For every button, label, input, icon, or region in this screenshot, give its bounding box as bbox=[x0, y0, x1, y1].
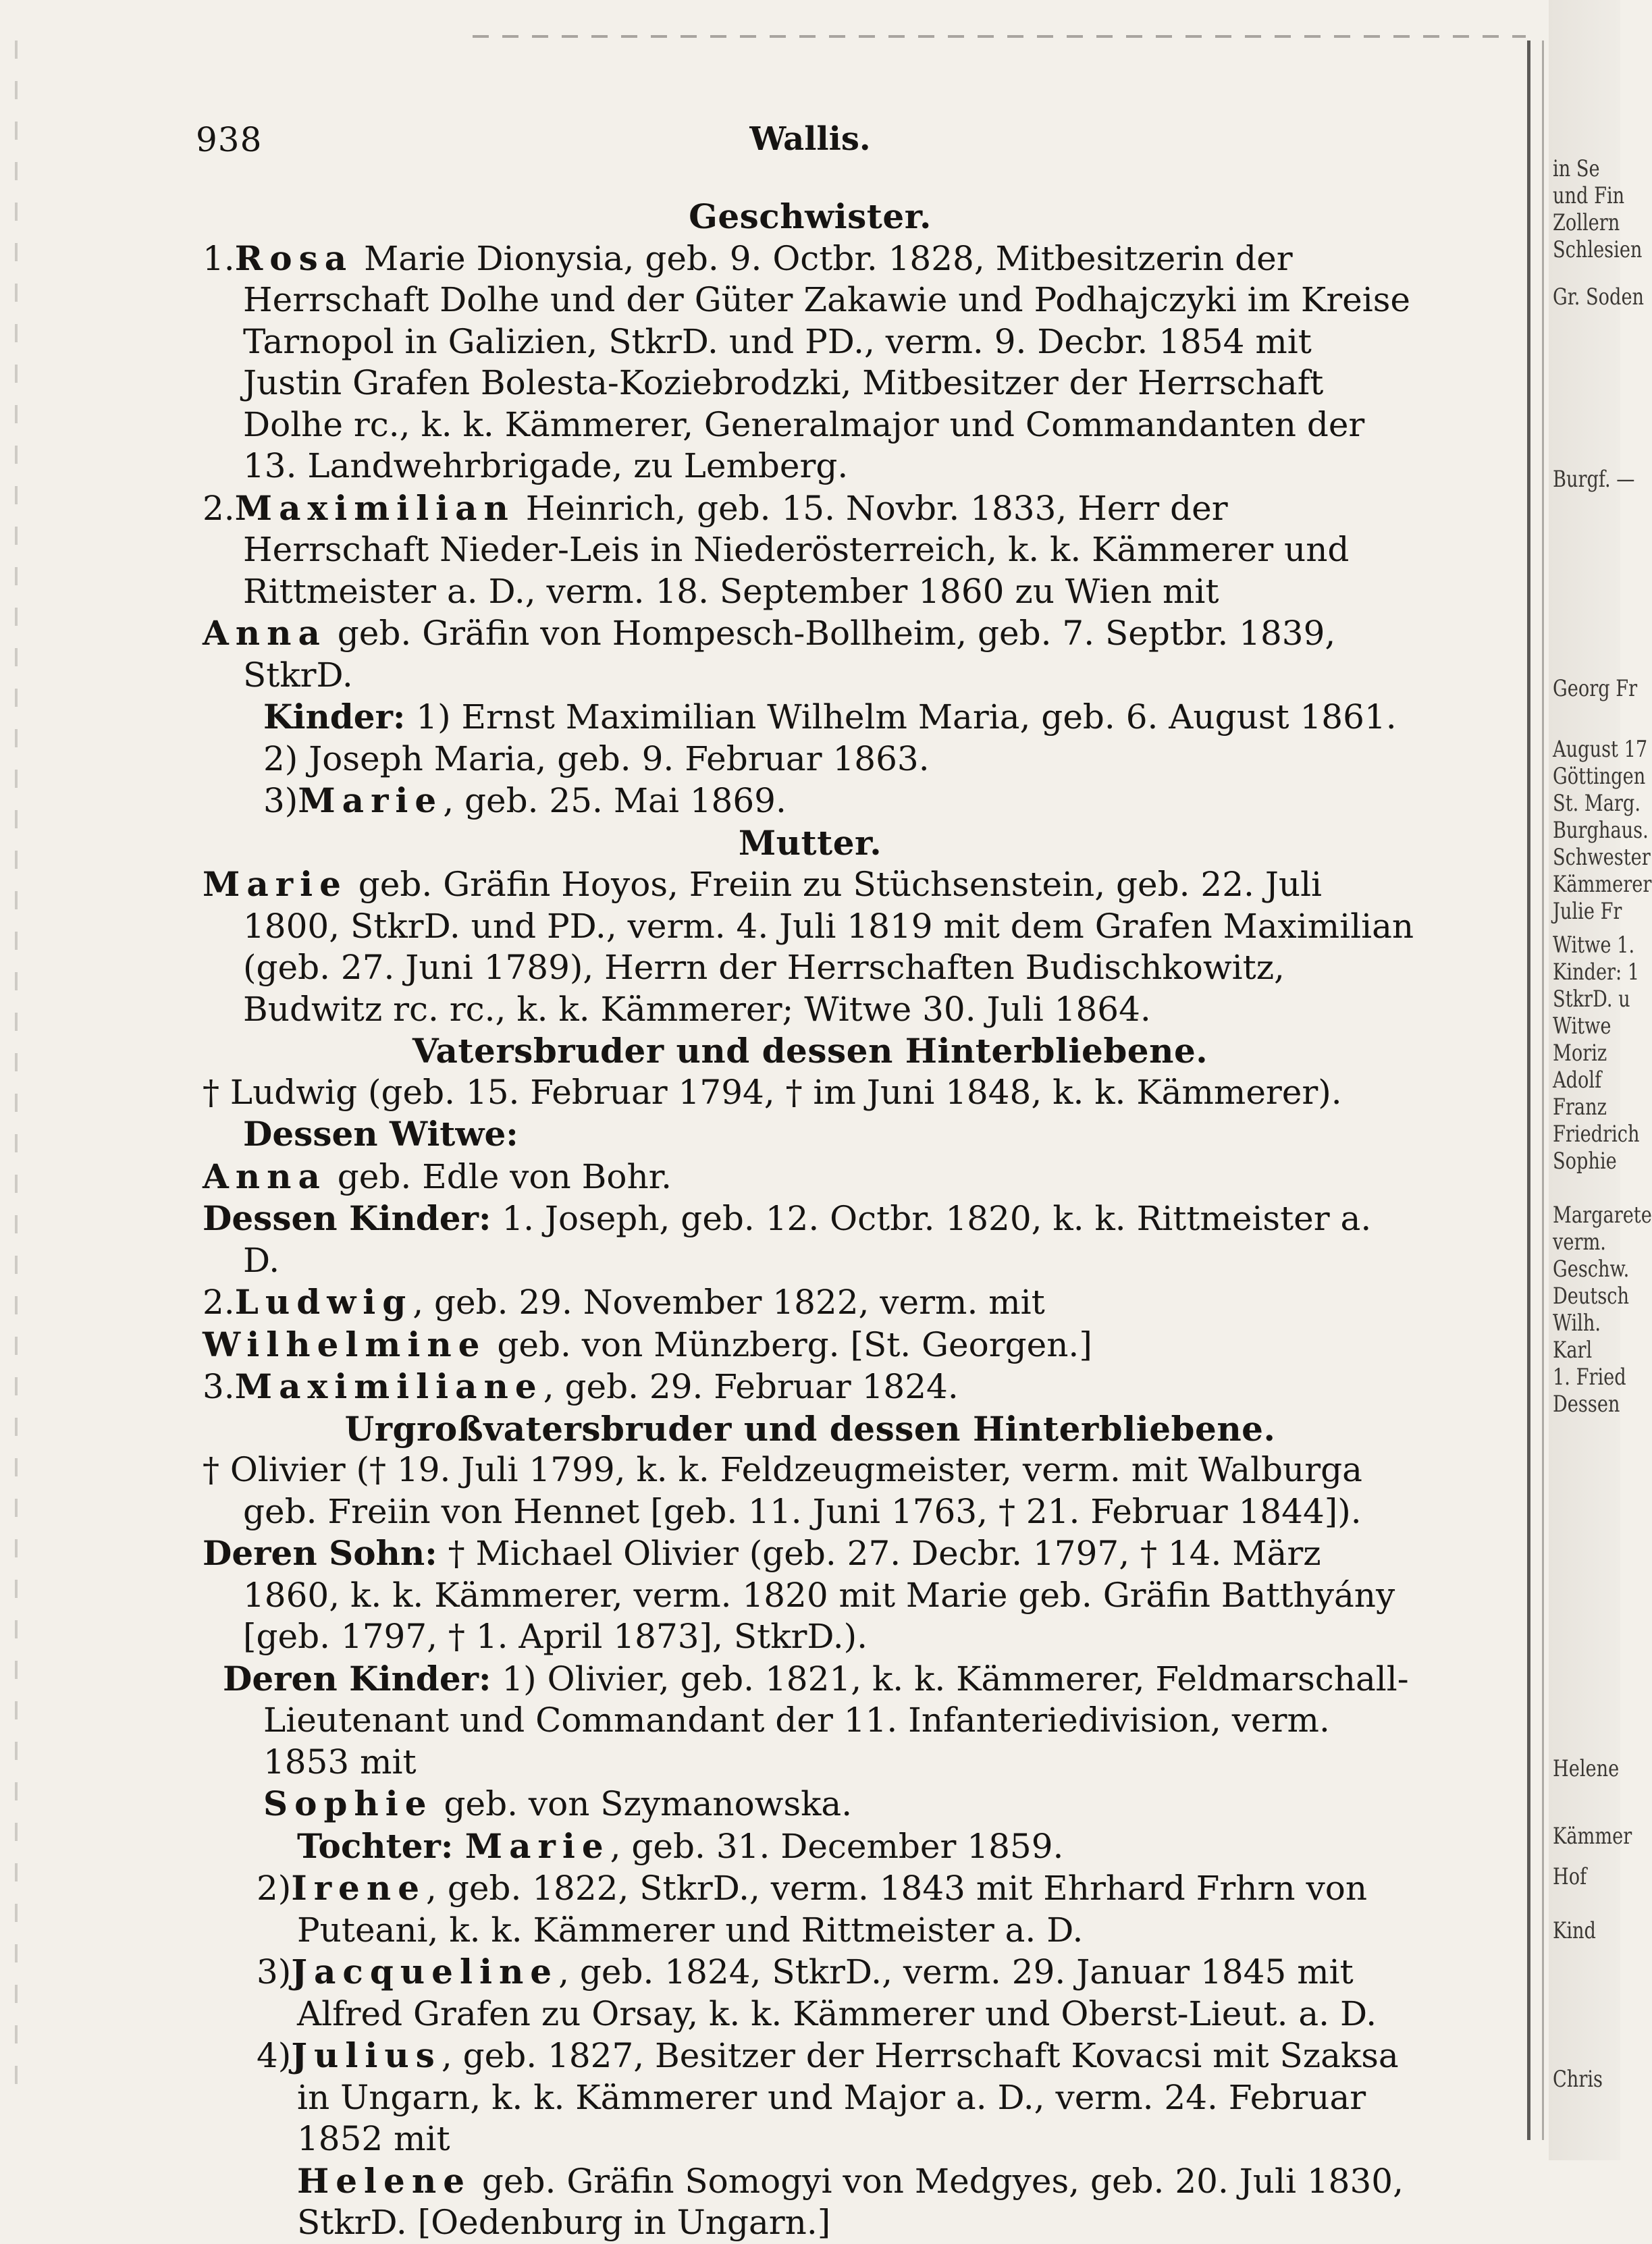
entry-number: 1. bbox=[203, 238, 235, 278]
genealogy-entry bbox=[203, 1867, 1418, 1951]
genealogy-entry bbox=[203, 238, 1418, 487]
adjacent-page-fragment: und Fin bbox=[1553, 182, 1625, 209]
entry-text: , geb. 1827, Besitzer der Herrschaft Kovacsi mit Szaksa in Ungarn, k. k. Kämmerer und Major a. D., verm. 24. Februar 1852 mit bbox=[297, 2036, 1399, 2158]
entry-text: Olivier († 19. Juli 1799, k. k. Feldzeugmeister, verm. mit Walburga geb. Freiin von Hennet [geb. 11. Juni 1763, † 21. Februar 1844]). bbox=[219, 1450, 1362, 1531]
gutter-line bbox=[1527, 41, 1530, 2140]
entry-number: † bbox=[203, 1450, 219, 1489]
adjacent-page-fragment: Chris bbox=[1553, 2066, 1603, 2093]
adjacent-page-fragment: Helene bbox=[1553, 1755, 1620, 1782]
running-head: Wallis. bbox=[749, 120, 871, 158]
entry-label: Dessen Witwe: bbox=[243, 1114, 518, 1154]
adjacent-page-fragment: Julie Fr bbox=[1553, 898, 1622, 925]
genealogy-entry bbox=[203, 2035, 1418, 2160]
person-name: Rosa bbox=[234, 238, 354, 278]
section-heading: Geschwister. bbox=[689, 196, 932, 236]
person-name: Maximiliane bbox=[234, 1366, 543, 1406]
adjacent-page-fragment: Hof bbox=[1553, 1863, 1587, 1890]
person-name: Anna bbox=[203, 613, 327, 653]
adjacent-page-fragment: Kämmerer bbox=[1553, 871, 1652, 898]
entry-text: , geb. 29. November 1822, verm. mit bbox=[412, 1283, 1045, 1322]
genealogy-entry bbox=[203, 1072, 1418, 1114]
left-page-edge bbox=[15, 41, 18, 2106]
genealogy-entry bbox=[203, 1532, 1418, 1658]
gutter-line-shadow bbox=[1542, 41, 1544, 2140]
adjacent-page-fragment: Georg Fr bbox=[1553, 675, 1638, 702]
entry-number: 3) bbox=[257, 1952, 292, 1992]
entry-text: geb. Edle von Bohr. bbox=[326, 1156, 672, 1196]
genealogy-text bbox=[203, 196, 1418, 2244]
section-heading: Vatersbruder und dessen Hinterbliebene. bbox=[412, 1031, 1208, 1071]
genealogy-entry bbox=[203, 1366, 1418, 1408]
adjacent-page-fragment: Wilh. bbox=[1553, 1310, 1601, 1337]
adjacent-page-fragment: Kind bbox=[1553, 1917, 1596, 1944]
entry-text: geb. Gräfin Hoyos, Freiin zu Stüchsenstein, geb. 22. Juli 1800, StkrD. und PD., verm. 4. Juli 1819 mit dem Grafen Maximilian (geb. 27. Juni 1789), Herrn der Herrschaften Budischkowitz, Budwitz rc. rc., k. k. Kämmerer; Witwe 30. Juli 1864. bbox=[243, 865, 1414, 1029]
entry-text: Marie Dionysia, geb. 9. Octbr. 1828, Mitbesitzerin der Herrschaft Dolhe und der Güter Zakawie und Podhajczyki im Kreise Tarnopol in Galizien, StkrD. und PD., verm. 9. Decbr. 1854 mit Justin Grafen Bolesta-Koziebrodzki, Mitbesitzer der Herrschaft Dolhe rc., k. k. Kämmerer, Generalmajor und Commandanten der 13. Landwehrbrigade, zu Lemberg. bbox=[243, 238, 1410, 485]
person-name: Marie bbox=[464, 1825, 610, 1866]
adjacent-page-fragment: Sophie bbox=[1553, 1148, 1617, 1175]
entry-label: Deren Kinder: bbox=[223, 1658, 491, 1699]
adjacent-page-fragment: Burgf. — bbox=[1553, 466, 1635, 493]
adjacent-page-fragment: Franz bbox=[1553, 1094, 1607, 1121]
genealogy-entry bbox=[203, 1198, 1418, 1281]
adjacent-page-fragment: 1. Fried bbox=[1553, 1364, 1626, 1391]
genealogy-entry bbox=[203, 863, 1418, 1030]
genealogy-line bbox=[203, 739, 1418, 780]
person-name: Anna bbox=[203, 1156, 327, 1196]
entry-text: , geb. 29. Februar 1824. bbox=[543, 1367, 959, 1406]
entry-number: 3) bbox=[263, 781, 298, 820]
person-name: Sophie bbox=[263, 1784, 433, 1823]
adjacent-page-fragment: Friedrich bbox=[1553, 1121, 1640, 1148]
section-heading: Urgroßvatersbruder und dessen Hinterbliebene. bbox=[344, 1408, 1276, 1449]
genealogy-line bbox=[203, 1825, 1418, 1868]
adjacent-page-fragment: Göttingen bbox=[1553, 763, 1646, 790]
adjacent-page-fragment: Gr. Soden bbox=[1553, 284, 1645, 311]
person-name: Irene bbox=[291, 1868, 427, 1908]
entry-text: 1) Olivier, geb. 1821, k. k. Kämmerer, Feldmarschall-Lieutenant und Commandant der 11. Infanteriedivision, verm. 1853 mit bbox=[263, 1659, 1409, 1782]
genealogy-line bbox=[203, 696, 1418, 739]
entry-label: Deren Sohn: bbox=[203, 1533, 437, 1573]
person-name: Julius bbox=[291, 2035, 442, 2075]
entry-text: 1) Ernst Maximilian Wilhelm Maria, geb. 6. August 1861. bbox=[405, 697, 1397, 737]
entry-number: 3. bbox=[203, 1367, 235, 1406]
entry-number: 2) bbox=[257, 1869, 292, 1908]
entry-text: Ludwig (geb. 15. Februar 1794, † im Juni 1848, k. k. Kämmerer). bbox=[219, 1072, 1342, 1112]
entry-text: , geb. 31. December 1859. bbox=[610, 1826, 1064, 1866]
adjacent-page-fragment: Moriz bbox=[1553, 1040, 1607, 1067]
entry-label: Tochter: bbox=[297, 1825, 465, 1866]
adjacent-page-fragment: Kämmer bbox=[1553, 1823, 1632, 1850]
entry-text: , geb. 1824, StkrD., verm. 29. Januar 1845 mit Alfred Grafen zu Orsay, k. k. Kämmerer und Oberst-Lieut. a. D. bbox=[297, 1952, 1377, 2033]
entry-text: Heinrich, geb. 15. Novbr. 1833, Herr der Herrschaft Nieder-Leis in Niederösterreich, k. k. Kämmerer und Rittmeister a. D., verm. 18. September 1860 zu Wien mit bbox=[243, 488, 1350, 611]
entry-text: 2) Joseph Maria, geb. 9. Februar 1863. bbox=[263, 739, 930, 778]
adjacent-page-fragment: Deutsch bbox=[1553, 1283, 1630, 1310]
adjacent-page-fragment: Witwe bbox=[1553, 1013, 1611, 1040]
genealogy-entry bbox=[203, 612, 1418, 696]
adjacent-page-fragment: Karl bbox=[1553, 1337, 1593, 1364]
entry-text: geb. Gräfin Somogyi von Medgyes, geb. 20. Juli 1830, StkrD. [Oedenburg in Ungarn.] bbox=[297, 2161, 1404, 2242]
adjacent-page-fragment: Witwe 1. bbox=[1553, 932, 1635, 959]
person-name: Wilhelmine bbox=[203, 1324, 487, 1364]
genealogy-line bbox=[203, 780, 1418, 822]
adjacent-page-fragment: Margarete bbox=[1553, 1202, 1652, 1229]
genealogy-entry bbox=[203, 1156, 1418, 1198]
adjacent-page-fragment: August 17 bbox=[1553, 736, 1648, 763]
genealogy-entry bbox=[203, 487, 1418, 613]
entry-label: Dessen Kinder: bbox=[203, 1198, 491, 1238]
entry-text: geb. von Szymanowska. bbox=[433, 1784, 853, 1823]
top-dashed-rule bbox=[473, 35, 1526, 38]
person-name: Marie bbox=[203, 864, 348, 904]
entry-text: , geb. 1822, StkrD., verm. 1843 mit Ehrhard Frhrn von Puteani, k. k. Kämmerer und Rittmeister a. D. bbox=[297, 1869, 1368, 1950]
adjacent-page-fragment: Burghaus. bbox=[1553, 817, 1649, 844]
genealogy-line bbox=[203, 1783, 1418, 1825]
entry-number: 2. bbox=[203, 488, 235, 528]
person-name: Ludwig bbox=[234, 1282, 413, 1322]
entry-number: 4) bbox=[257, 2036, 292, 2075]
adjacent-page-fragment: Dessen bbox=[1553, 1391, 1620, 1418]
entry-number: 2. bbox=[203, 1283, 235, 1322]
genealogy-entry bbox=[203, 1449, 1418, 1532]
person-name: Maximilian bbox=[234, 487, 515, 528]
genealogy-line bbox=[203, 2160, 1418, 2244]
genealogy-line bbox=[203, 1113, 1418, 1156]
adjacent-page-fragment: St. Marg. bbox=[1553, 790, 1641, 817]
entry-number: † bbox=[203, 1072, 219, 1112]
entry-label: Kinder: bbox=[263, 697, 406, 737]
adjacent-page-fragment: in Se bbox=[1553, 155, 1600, 182]
adjacent-page-fragment: Adolf bbox=[1553, 1067, 1602, 1094]
person-name: Jacqueline bbox=[291, 1952, 559, 1992]
adjacent-page-fragment: Schwester bbox=[1553, 844, 1651, 871]
page-header bbox=[196, 120, 1424, 174]
page-number: 938 bbox=[196, 120, 263, 159]
entry-text: 1. Joseph, geb. 12. Octbr. 1820, k. k. Rittmeister a. D. bbox=[243, 1199, 1372, 1280]
adjacent-page-fragment: Geschw. bbox=[1553, 1256, 1630, 1283]
adjacent-page-fragment: Schlesien bbox=[1553, 236, 1643, 263]
person-name: Helene bbox=[297, 2160, 472, 2201]
entry-text: geb. von Münzberg. [St. Georgen.] bbox=[486, 1325, 1092, 1364]
genealogy-entry bbox=[203, 1951, 1418, 2035]
person-name: Marie bbox=[298, 780, 444, 820]
genealogy-entry bbox=[203, 1324, 1418, 1366]
entry-text: † Michael Olivier (geb. 27. Decbr. 1797, † 14. März 1860, k. k. Kämmerer, verm. 1820 mit Marie geb. Gräfin Batthyány [geb. 1797, † 1. April 1873], StkrD.). bbox=[243, 1534, 1395, 1656]
adjacent-page-fragment: Zollern bbox=[1553, 209, 1620, 236]
entry-text: , geb. 25. Mai 1869. bbox=[443, 781, 787, 820]
section-heading: Mutter. bbox=[738, 822, 882, 863]
entry-text: geb. Gräfin von Hompesch-Bollheim, geb. 7. Septbr. 1839, StkrD. bbox=[243, 614, 1336, 695]
adjacent-page-fragment: Kinder: 1 bbox=[1553, 959, 1640, 986]
genealogy-entry bbox=[203, 1281, 1418, 1324]
genealogy-entry bbox=[203, 1658, 1418, 1784]
adjacent-page-fragment: verm. bbox=[1553, 1229, 1606, 1256]
adjacent-page-fragment: StkrD. u bbox=[1553, 986, 1630, 1013]
